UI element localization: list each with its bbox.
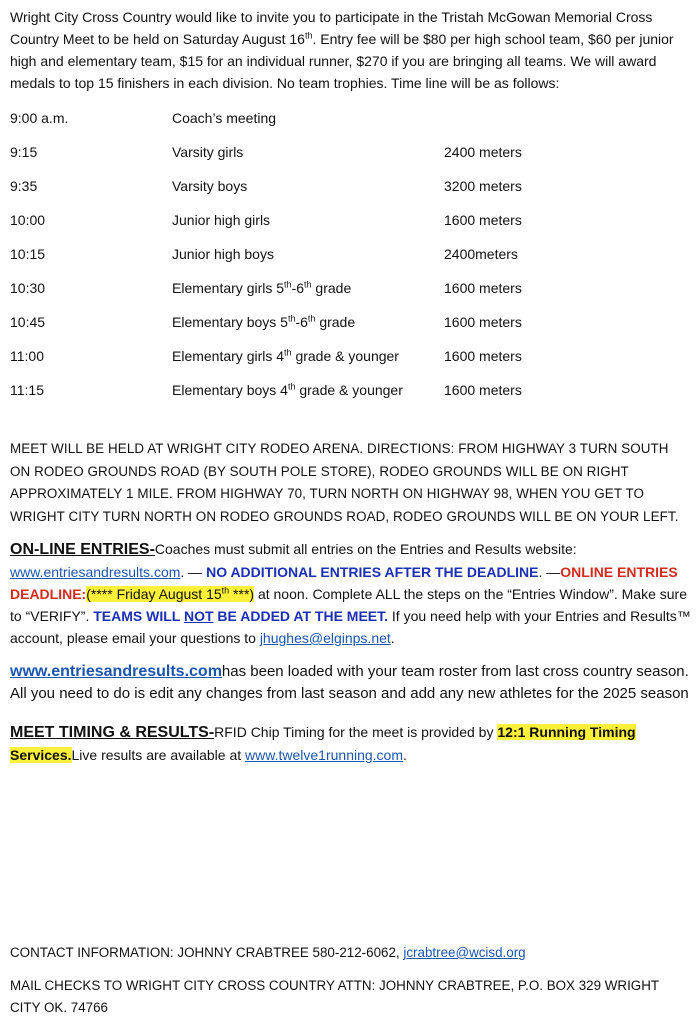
- teams-text: TEAMS WILL: [93, 608, 184, 624]
- intro-sup: th: [304, 30, 313, 41]
- schedule-distance: 3200 meters: [444, 178, 522, 194]
- no-additional-entries-notice: NO ADDITIONAL ENTRIES AFTER THE DEADLINE: [206, 564, 539, 580]
- schedule-row: [10, 312, 692, 346]
- online-text: If you need help with your Entries and Results™ account, please email your questions to: [10, 608, 691, 646]
- mail-checks-info: MAIL CHECKS TO WRIGHT CITY CROSS COUNTRY ATTN: JOHNNY CRABTREE, P.O. BOX 329 WRIGHT CITY OK. 74766: [10, 978, 659, 1015]
- schedule-time: 9:00 a.m.: [10, 110, 69, 126]
- deadline-sup: th: [221, 585, 230, 596]
- roster-paragraph: [10, 661, 692, 705]
- online-entries-heading: ON-LINE ENTRIES-: [10, 541, 155, 558]
- timing-text: Live results are available at: [71, 747, 246, 763]
- schedule-time: 9:35: [10, 178, 38, 194]
- online-entries-section: [10, 538, 692, 649]
- contact-email-link[interactable]: jcrabtree@wcisd.org: [403, 945, 526, 960]
- schedule-distance: 2400 meters: [444, 144, 522, 160]
- timing-provider-highlight: 12:1 Running Timing Services.: [10, 724, 636, 763]
- timing-text: RFID Chip Timing for the meet is provided by: [214, 724, 498, 740]
- schedule-distance: 1600 meters: [444, 348, 522, 364]
- event-sup: th: [287, 313, 296, 324]
- schedule-event: Varsity girls: [172, 144, 244, 160]
- schedule-time: 10:30: [10, 280, 46, 296]
- schedule-row: [10, 142, 692, 176]
- schedule-row: [10, 346, 692, 380]
- event-text: Elementary girls 5: [172, 280, 285, 296]
- schedule-row: [10, 244, 692, 278]
- event-text: -6: [295, 314, 308, 330]
- schedule-distance: [444, 108, 594, 142]
- intro-text-1: Wright City Cross Country would like to invite you to participate in the Tristah McGowan Memorial Cross Country Meet to be held on Saturday August 16: [10, 9, 653, 47]
- event-text: grade & younger: [291, 348, 399, 364]
- schedule-event: [172, 278, 444, 312]
- schedule-row: [10, 176, 692, 210]
- schedule-distance: 1600 meters: [444, 280, 522, 296]
- schedule-row: [10, 108, 692, 142]
- schedule-time: 9:15: [10, 144, 38, 160]
- document-page: [10, 6, 692, 766]
- schedule-time: 10:45: [10, 314, 46, 330]
- online-text: . —: [180, 564, 207, 580]
- schedule-distance: 1600 meters: [444, 212, 522, 228]
- schedule-event: [172, 380, 444, 414]
- schedule-distance: 1600 meters: [444, 382, 522, 398]
- schedule-table: [10, 108, 692, 414]
- intro-text-2: . Entry fee will be $80 per high school team, $60 per junior high and elementary team, $15 for an individual runner, $270 if you are bringing all teams. We will award medals to top 15 finishers in each division. No team trophies. Time line will be as follows:: [10, 31, 674, 91]
- event-sup: th: [284, 347, 292, 358]
- schedule-event: Coach’s meeting: [172, 110, 277, 126]
- online-text: Coaches must submit all entries on the Entries and Results website:: [154, 541, 577, 557]
- roster-website-link[interactable]: www.entriesandresults.com: [10, 663, 222, 680]
- teams-text: BE ADDED AT THE MEET.: [213, 608, 389, 624]
- schedule-time: 10:00: [10, 212, 46, 228]
- entries-website-link[interactable]: www.entriesandresults.com: [10, 564, 181, 580]
- schedule-event: Junior high boys: [172, 246, 274, 262]
- timing-text: .: [403, 747, 407, 763]
- deadline-label: ONLINE ENTRIES DEADLINE:: [10, 564, 678, 602]
- teams-not-underlined: NOT: [183, 608, 214, 624]
- schedule-time: 11:15: [10, 382, 44, 398]
- event-text: grade: [311, 280, 352, 296]
- event-text: grade: [315, 314, 356, 330]
- schedule-distance: 1600 meters: [444, 314, 522, 330]
- teams-not-added-notice: [93, 608, 388, 624]
- event-sup: th: [304, 279, 312, 290]
- schedule-event: [172, 346, 444, 380]
- event-sup: th: [307, 313, 316, 324]
- online-text: at noon. Complete ALL the steps on the “Entries Window”. Make sure to “VERIFY”.: [10, 586, 687, 624]
- event-sup: th: [284, 279, 292, 290]
- schedule-event: [172, 312, 444, 346]
- schedule-distance: 2400meters: [444, 246, 518, 262]
- schedule-row: [10, 210, 692, 244]
- schedule-time: 11:00: [10, 348, 44, 364]
- online-text: . —: [538, 564, 561, 580]
- event-text: -6: [291, 280, 305, 296]
- event-text: Elementary girls 4: [172, 348, 285, 364]
- schedule-row: [10, 278, 692, 312]
- results-website-link[interactable]: www.twelve1running.com: [245, 747, 404, 763]
- schedule-row: [10, 380, 692, 414]
- schedule-time: 10:15: [10, 246, 46, 262]
- schedule-event: Varsity boys: [172, 178, 248, 194]
- deadline-text: (**** Friday August 15: [86, 586, 222, 602]
- online-text: .: [390, 630, 395, 646]
- roster-text: has been loaded with your team roster from last cross country season. All you need to do is edit any changes from last season and add any new athletes for the 2025 season: [10, 663, 689, 702]
- deadline-date-highlight: [86, 586, 254, 602]
- deadline-text: ***): [229, 586, 255, 602]
- schedule-event: Junior high girls: [172, 212, 271, 228]
- timing-section: [10, 721, 692, 766]
- event-text: grade & younger: [295, 382, 403, 398]
- intro-paragraph: [10, 6, 692, 94]
- contact-text: CONTACT INFORMATION: JOHNNY CRABTREE 580-212-6062,: [10, 945, 404, 960]
- event-text: Elementary boys 4: [172, 382, 288, 398]
- event-sup: th: [287, 381, 296, 392]
- directions-paragraph: MEET WILL BE HELD AT WRIGHT CITY RODEO ARENA. DIRECTIONS: FROM HIGHWAY 3 TURN SOUTH ON RODEO GROUNDS ROAD (BY SOUTH POLE STORE), RODEO GROUNDS WILL BE ON RIGHT APPROXIMATELY 1 MILE. FROM HIGHWAY 70, TURN NORTH ON HIGHWAY 98, WHEN YOU GET TO WRIGHT CITY TURN NORTH ON RODEO GROUNDS ROAD, RODEO GROUNDS WILL BE ON YOUR LEFT.: [10, 441, 679, 524]
- contact-information: [10, 942, 692, 964]
- timing-heading: MEET TIMING & RESULTS-: [10, 724, 215, 741]
- help-email-link[interactable]: jhughes@elginps.net: [259, 630, 391, 646]
- event-text: Elementary boys 5: [172, 314, 288, 330]
